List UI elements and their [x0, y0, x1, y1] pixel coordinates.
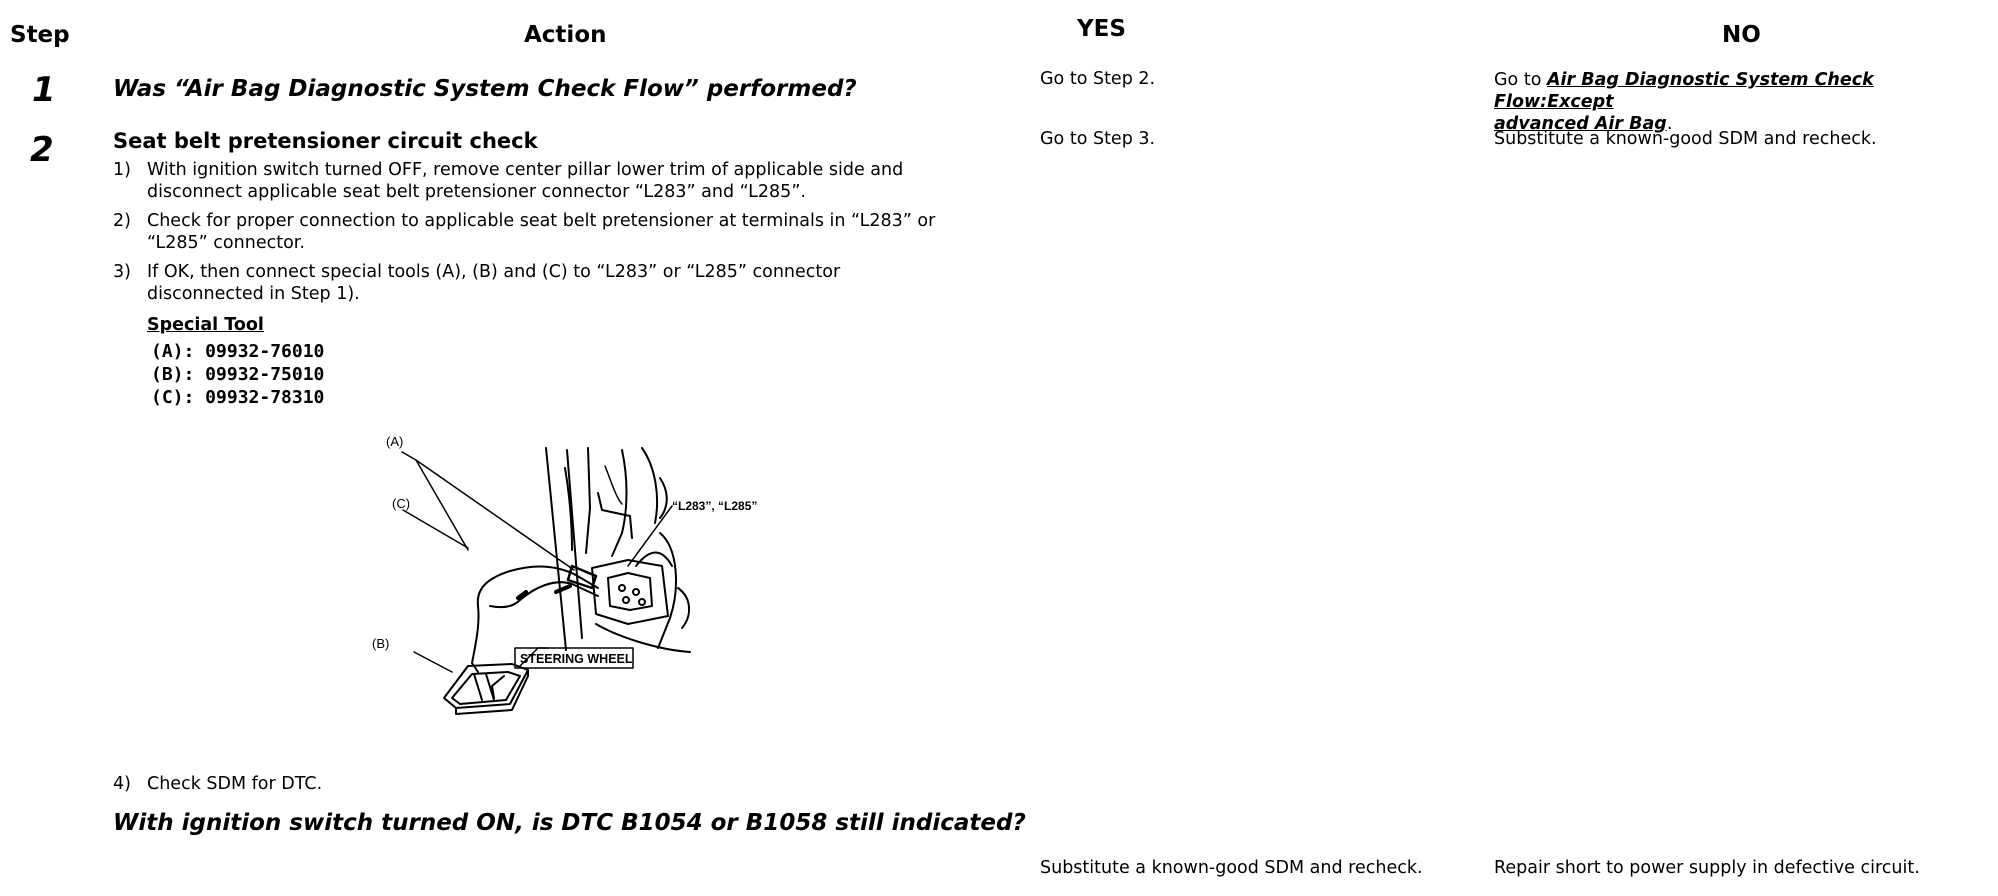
special-tool-b: (B): 09932-75010: [151, 364, 325, 385]
figure-label-c: (C): [392, 496, 411, 511]
step-2-item-2-line1: Check for proper connection to applicable seat belt pretensioner at terminals in “L283” or: [147, 211, 936, 231]
step-2-item-4-text: Check SDM for DTC.: [147, 774, 323, 794]
step-1-no-suffix: .: [1666, 114, 1673, 134]
header-step: Step: [10, 22, 70, 48]
figure-label-b: (B): [372, 636, 390, 651]
step-2-item-4-number: 4): [113, 774, 131, 794]
step-1-no-link-line2[interactable]: advanced Air Bag: [1494, 114, 1667, 134]
step-1-no: [1494, 69, 1994, 135]
step-2-item-2-number: 2): [113, 211, 131, 231]
special-tool-a: (A): 09932-76010: [151, 341, 325, 362]
step-2-item-3-line1: If OK, then connect special tools (A), (B) and (C) to “L283” or “L285” connector: [147, 262, 841, 282]
header-no: NO: [1722, 22, 1761, 48]
step-2-item-1-line2: disconnect applicable seat belt pretensioner connector “L283” and “L285”.: [147, 182, 806, 202]
step-2-item-1-text: [147, 159, 987, 203]
step-2-item-3-number: 3): [113, 262, 131, 282]
special-tool-heading: Special Tool: [147, 315, 264, 335]
figure-label-a: (A): [386, 434, 404, 449]
step-2-item-1-line1: With ignition switch turned OFF, remove center pillar lower trim of applicable side and: [147, 160, 904, 180]
step-2-question: With ignition switch turned ON, is DTC B1054 or B1058 still indicated?: [113, 810, 1026, 836]
header-action: Action: [524, 22, 607, 48]
step-1-no-prefix: Go to: [1494, 70, 1547, 90]
figure-label-connector: “L283”, “L285”: [672, 499, 758, 513]
step-2-item-3-line2: disconnected in Step 1).: [147, 284, 360, 304]
step-1-no-link-line1[interactable]: Air Bag Diagnostic System Check Flow:Except: [1494, 70, 1874, 112]
step-2-title: Seat belt pretensioner circuit check: [113, 129, 538, 153]
step-1-yes: Go to Step 2.: [1040, 69, 1156, 89]
step-1-number: 1: [32, 70, 56, 110]
step-2-item-2-text: [147, 210, 987, 254]
step-2-number: 2: [30, 130, 54, 170]
step-2-yes-top: Go to Step 3.: [1040, 129, 1156, 149]
pretensioner-tool-figure: [360, 434, 758, 718]
step-2-no-top: Substitute a known-good SDM and recheck.: [1494, 129, 1877, 149]
figure-label-steering-wheel: STEERING WHEEL: [520, 652, 633, 666]
step-1-question: Was “Air Bag Diagnostic System Check Flow” performed?: [113, 76, 857, 102]
header-yes: YES: [1077, 16, 1126, 42]
step-2-item-1-number: 1): [113, 160, 131, 180]
special-tool-c: (C): 09932-78310: [151, 387, 325, 408]
step-2-no-bottom: Repair short to power supply in defective circuit.: [1494, 858, 1920, 878]
step-2-item-3-text: [147, 261, 987, 305]
step-2-item-2-line2: “L285” connector.: [147, 233, 305, 253]
step-2-yes-bottom: Substitute a known-good SDM and recheck.: [1040, 858, 1423, 878]
